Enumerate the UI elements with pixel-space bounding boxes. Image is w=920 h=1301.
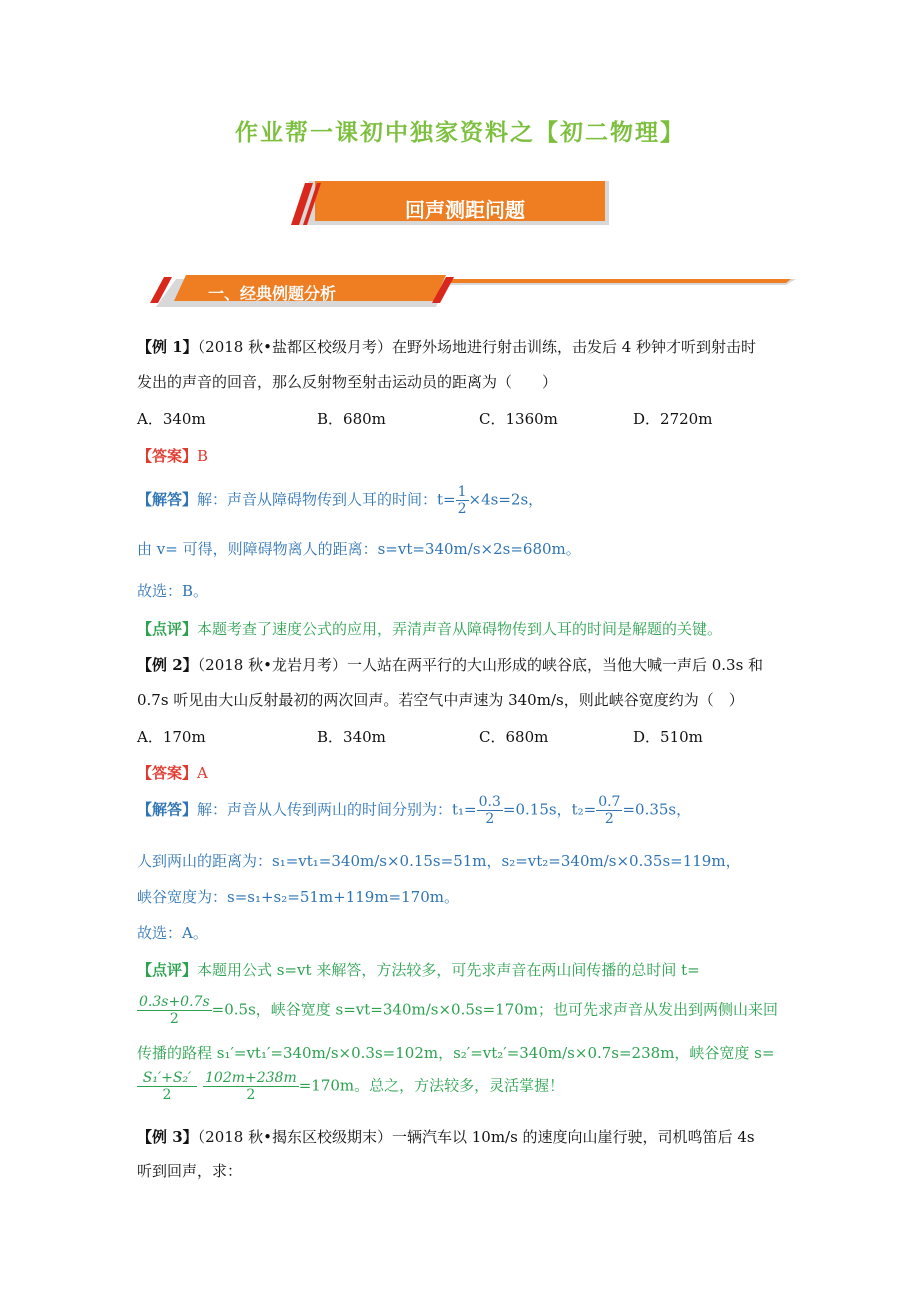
option-b: B．340m <box>317 728 386 746</box>
example-2-solution-line-2: 人到两山的距离为：s₁=vt₁=340m/s×0.15s=51m，s₂=vt₂=340m/s×0.35s=119m， <box>137 852 741 870</box>
example-1-text: （2018 秋•盐都区校级月考）在野外场地进行射击训练，击发后 4 秒钟才听到射击时 <box>197 338 757 356</box>
fraction-numerator: 0.3s+0.7s <box>139 994 210 1010</box>
example-1-solution-line-2: 由 v= 可得，则障碍物离人的距离：s=vt=340m/s×2s=680m。 <box>137 540 581 558</box>
topic-banner-label: 回声测距问题 <box>405 198 525 222</box>
fraction-denominator: 2 <box>604 811 614 827</box>
option-c: C．1360m <box>479 410 558 428</box>
review-text: 本题用公式 s=vt 来解答，方法较多，可先求声音在两山间传播的总时间 t= <box>197 961 700 979</box>
answer-value: A <box>197 764 208 782</box>
example-1-question-line-1 <box>137 336 756 358</box>
review-tag: 【点评】 <box>137 961 198 979</box>
solution-tag: 【解答】 <box>137 800 198 819</box>
fraction-denominator: 2 <box>246 1087 256 1103</box>
example-2-review-line-4 <box>137 1070 564 1103</box>
example-1-tag: 【例 1】 <box>137 338 198 356</box>
example-1-question-line-2: 发出的声音的回音，那么反射物至射击运动员的距离为（ ） <box>137 373 558 391</box>
example-2-review-line-3: 传播的路程 s₁′=vt₁′=340m/s×0.3s=102m，s₂′=vt₂′=340m/s×0.7s=238m，峡谷宽度 s= <box>137 1044 775 1062</box>
solution-text: =0.15s，t₂= <box>502 800 597 819</box>
example-1-options <box>137 408 777 430</box>
solution-text: 解：声音从人传到两山的时间分别为：t₁= <box>197 800 477 819</box>
fraction-numerator: 1 <box>457 484 467 500</box>
option-b: B．680m <box>317 410 386 428</box>
example-2-tag: 【例 2】 <box>137 656 198 674</box>
answer-tag: 【答案】 <box>137 447 198 465</box>
fraction-denominator: 2 <box>162 1087 172 1103</box>
example-3-question-line-2: 听到回声，求： <box>137 1162 243 1180</box>
example-2-text: （2018 秋•龙岩月考）一人站在两平行的大山形成的峡谷底，当他大喊一声后 0.3s 和 <box>197 656 764 674</box>
fraction-denominator: 2 <box>169 1011 179 1027</box>
option-a: A．170m <box>137 728 206 746</box>
option-c: C．680m <box>479 728 549 746</box>
fraction <box>456 484 469 517</box>
example-2-solution-line-1 <box>137 794 691 827</box>
option-a: A．340m <box>137 410 206 428</box>
example-3-question-line-1 <box>137 1126 755 1148</box>
option-d: D．2720m <box>633 410 713 428</box>
example-3-text: （2018 秋•揭东区校级期末）一辆汽车以 10m/s 的速度向山崖行驶，司机鸣笛后 4s <box>197 1128 755 1146</box>
fraction-numerator: S₁′+S₂′ <box>137 1070 197 1087</box>
review-text: =170m。总之，方法较多，灵活掌握！ <box>298 1076 565 1095</box>
example-2-options <box>137 726 777 748</box>
answer-tag: 【答案】 <box>137 764 198 782</box>
solution-text: ×4s=2s， <box>468 490 544 509</box>
example-2-answer <box>137 762 208 784</box>
fraction-numerator: 0.3 <box>478 794 501 810</box>
fraction-denominator: 2 <box>457 501 467 517</box>
fraction-denominator: 2 <box>485 811 495 827</box>
section-label: 一、经典例题分析 <box>208 284 337 303</box>
answer-value: B <box>197 447 209 465</box>
example-1-review <box>137 618 722 640</box>
example-2-solution-line-3: 峡谷宽度为：s=s₁+s₂=51m+119m=170m。 <box>137 888 459 906</box>
fraction-numerator: 102m+238m <box>205 1070 297 1086</box>
solution-text: =0.35s， <box>622 800 692 819</box>
example-2-question-line-2: 0.7s 听见由大山反射最初的两次回声。若空气中声速为 340m/s，则此峡谷宽度约为（ ） <box>137 691 744 709</box>
example-3-tag: 【例 3】 <box>137 1128 198 1146</box>
fraction-numerator: 0.7 <box>598 794 621 810</box>
example-2-review-line-2 <box>137 994 778 1027</box>
review-text: 本题考查了速度公式的应用，弄清声音从障碍物传到人耳的时间是解题的关键。 <box>197 620 723 638</box>
fraction <box>137 1070 197 1103</box>
example-1-answer <box>137 445 208 467</box>
fraction <box>477 794 503 827</box>
solution-tag: 【解答】 <box>137 490 198 509</box>
fraction <box>137 994 212 1027</box>
fraction <box>596 794 622 827</box>
example-1-solution-line-1 <box>137 484 543 517</box>
example-1-solution-line-3: 故选：B。 <box>137 582 209 600</box>
option-d: D．510m <box>633 728 703 746</box>
review-text: =0.5s，峡谷宽度 s=vt=340m/s×0.5s=170m；也可先求声音从发出到两侧山来回 <box>211 1000 779 1019</box>
review-tag: 【点评】 <box>137 620 198 638</box>
fraction <box>203 1070 299 1103</box>
solution-text: 解：声音从障碍物传到人耳的时间：t= <box>197 490 456 509</box>
page-title: 作业帮一课初中独家资料之【初二物理】 <box>235 119 685 146</box>
example-2-question-line-1 <box>137 654 763 676</box>
example-2-review-line-1 <box>137 959 700 981</box>
example-2-solution-line-4: 故选：A。 <box>137 924 208 942</box>
